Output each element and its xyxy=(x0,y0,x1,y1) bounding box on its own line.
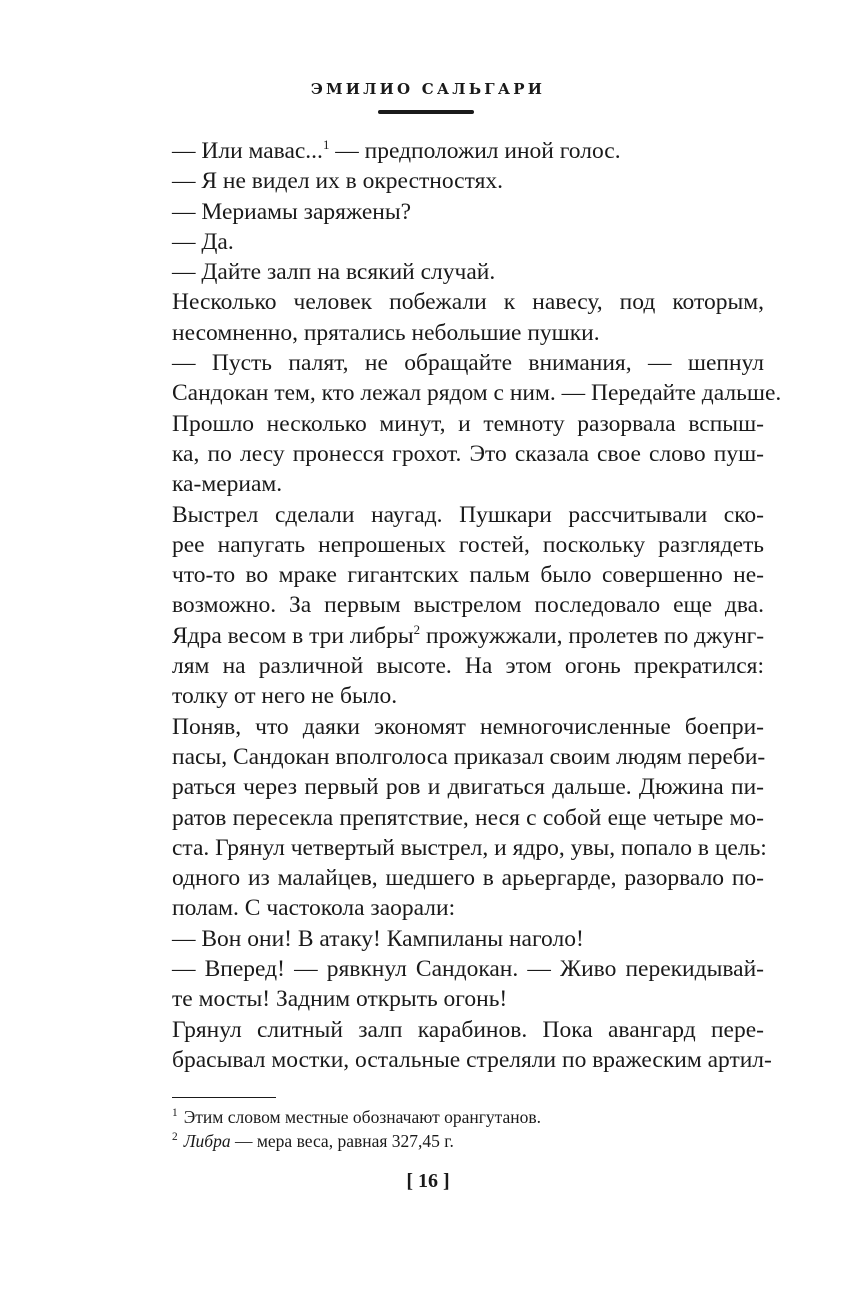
text-line: — Дайте залп на всякий случай. xyxy=(172,259,496,286)
text-line: полам. С частокола заорали: xyxy=(172,895,456,922)
text-line: несомненно, прятались небольшие пушки. xyxy=(172,319,600,346)
header-rule xyxy=(378,110,474,114)
footnote-ref-1[interactable]: 1 xyxy=(322,137,330,153)
page-number: [ 16 ] xyxy=(406,1170,450,1192)
text-line: Грянул слитный залп карабинов. Пока авангард пере- xyxy=(172,1016,764,1043)
footnote-mark: 2 xyxy=(172,1131,178,1144)
text-line: ста. Грянул четвертый выстрел, и ядро, увы, попало в цель: xyxy=(172,834,767,861)
text-line: — Я не видел их в окрестностях. xyxy=(172,168,504,195)
text-line: ка, по лесу пронесся грохот. Это сказала свое слово пуш- xyxy=(172,440,764,467)
text-line: Поняв, что даяки экономят немногочисленные боепри- xyxy=(172,713,764,740)
text-line: Несколько человек побежали к навесу, под которым, xyxy=(172,289,764,316)
text-line: что-то во мраке гигантских пальм было совершенно не- xyxy=(172,562,764,589)
text-line: брасывал мостки, остальные стреляли по вражеским артил- xyxy=(172,1046,772,1073)
text-line: Прошло несколько минут, и темноту разорвала вспыш- xyxy=(172,410,764,437)
body-text xyxy=(172,136,782,1075)
footnote-ref-2[interactable]: 2 xyxy=(413,621,421,637)
text-line: — Вперед! — рявкнул Сандокан. — Живо перекидывай- xyxy=(172,956,764,983)
text-line: толку от него не было. xyxy=(172,683,398,710)
text-line: Сандокан тем, кто лежал рядом с ним. — Передайте дальше. xyxy=(172,380,782,407)
text-line: ка-мериам. xyxy=(172,471,283,498)
text-line: — Да. xyxy=(172,228,234,255)
text-line: рее напугать непрошеных гостей, поскольку разглядеть xyxy=(172,531,764,558)
text-line: те мосты! Задним открыть огонь! xyxy=(172,986,508,1013)
footnote-rule xyxy=(172,1097,276,1098)
text-line: лям на различной высоте. На этом огонь прекратился: xyxy=(172,653,764,680)
text-line: Выстрел сделали наугад. Пушкари рассчитывали ско- xyxy=(172,501,764,528)
footnote-mark: 1 xyxy=(172,1107,178,1120)
text-line: одного из малайцев, шедшего в арьергарде, разорвало по- xyxy=(172,865,764,892)
text-line: — Пусть палят, не обращайте внимания, — шепнул xyxy=(172,350,764,377)
text-line: — Вон они! В атаку! Кампиланы наголо! xyxy=(172,925,584,952)
text-line: Ядра весом в три либры$^2$ прожужжали, пролетев по джунг- xyxy=(172,621,765,649)
footnote-2: $^2$ Либра — мера веса, равная 327,45 г. xyxy=(172,1131,454,1151)
text-line: пасы, Сандокан вполголоса приказал своим людям переби- xyxy=(172,743,766,770)
footnote-1: $^1$ Этим словом местные обозначают орангутанов. xyxy=(172,1107,542,1127)
text-line: возможно. За первым выстрелом последовало еще два. xyxy=(172,592,764,619)
text-line: — Или мавас...$^1$ — предположил иной голос. xyxy=(172,137,621,164)
text-line: — Мериамы заряжены? xyxy=(172,198,412,225)
text-line: раться через первый ров и двигаться дальше. Дюжина пи- xyxy=(172,774,764,801)
running-header: ЭМИЛИО САЛЬГАРИ xyxy=(310,80,546,98)
footnotes xyxy=(172,1105,764,1153)
text-line: ратов пересекла препятствие, неся с собой еще четыре мо- xyxy=(172,804,764,831)
